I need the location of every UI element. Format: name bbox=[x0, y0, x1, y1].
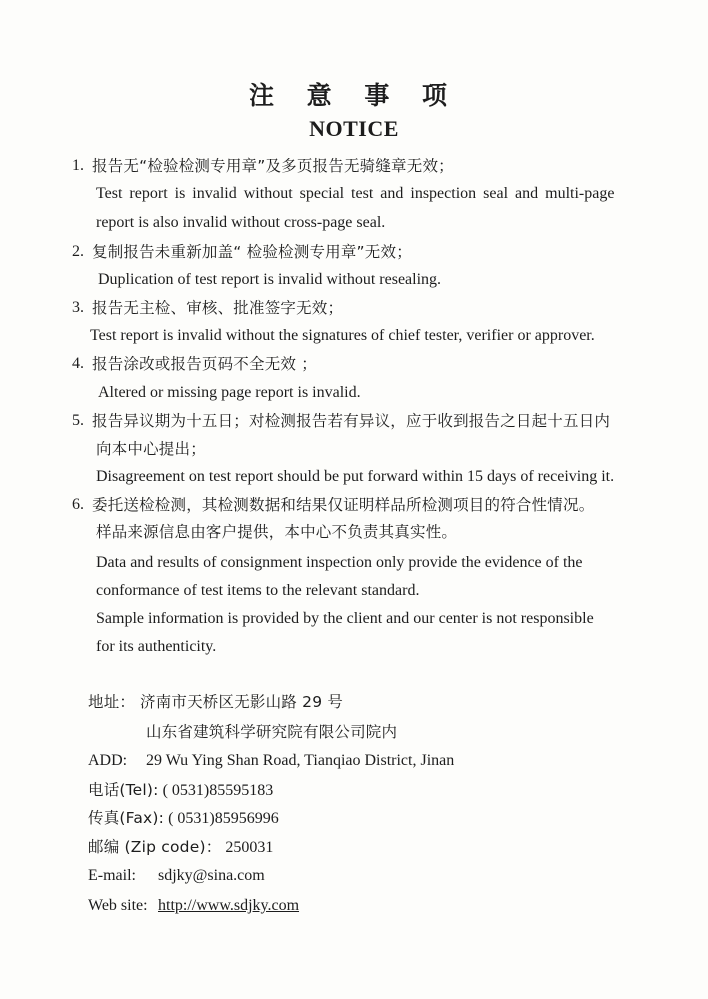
item-number: 5. bbox=[72, 412, 84, 429]
web-label: Web site: bbox=[88, 897, 148, 914]
zip-value: 250031 bbox=[225, 839, 274, 856]
item-3-cn-line: 报告无主检、审核、批准签字无效； bbox=[92, 299, 344, 317]
item-6-cn-line: 委托送检检测，其检测数据和结果仅证明样品所检测项目的符合性情况。 bbox=[92, 496, 595, 514]
item-6-en-line: conformance of test items to the relevant standard. bbox=[96, 582, 420, 599]
title-chinese: 注 意 事 项 bbox=[248, 81, 460, 110]
fax-row bbox=[88, 808, 279, 829]
add-value: 29 Wu Ying Shan Road, Tianqiao District, Jinan bbox=[146, 752, 455, 769]
title-english: NOTICE bbox=[309, 116, 399, 141]
item-1-en-line: Test report is invalid without special test and inspection seal and multi-page bbox=[96, 185, 615, 202]
tel-label: 电话(Tel): bbox=[88, 781, 159, 799]
fax-label: 传真(Fax): bbox=[88, 809, 165, 827]
item-1-cn-line: 报告无“检验检测专用章”及多页报告无骑缝章无效； bbox=[92, 157, 454, 175]
zip-label: 邮编 (Zip code)： bbox=[88, 838, 222, 856]
item-2-cn-line: 复制报告未重新加盖“ 检验检测专用章”无效； bbox=[92, 243, 412, 261]
item-1-en-line: report is also invalid without cross-page seal. bbox=[96, 214, 386, 231]
item-5-en-line: Disagreement on test report should be put forward within 15 days of receiving it. bbox=[96, 468, 615, 485]
item-5-cn-line: 向本中心提出； bbox=[96, 440, 206, 458]
item-number: 3. bbox=[72, 299, 84, 316]
address-label: 地址： bbox=[88, 693, 136, 711]
item-4-en-line: Altered or missing page report is invalid. bbox=[98, 384, 361, 401]
item-number: 4. bbox=[72, 355, 84, 372]
email-value[interactable]: sdjky@sina.com bbox=[158, 867, 265, 884]
item-number: 1. bbox=[72, 157, 84, 174]
tel-row bbox=[88, 780, 273, 801]
address-line-1: 济南市天桥区无影山路 29 号 bbox=[140, 693, 344, 711]
zip-row bbox=[88, 837, 273, 858]
item-5-cn-line: 报告异议期为十五日；对检测报告若有异议，应于收到报告之日起十五日内 bbox=[92, 412, 611, 430]
tel-value: ( 0531)85595183 bbox=[162, 782, 274, 799]
item-number: 2. bbox=[72, 243, 84, 260]
item-6-en-line: Data and results of consignment inspection only provide the evidence of the bbox=[96, 554, 583, 571]
item-6-en-line: for its authenticity. bbox=[96, 638, 217, 655]
item-6-en-line: Sample information is provided by the client and our center is not responsible bbox=[96, 610, 594, 627]
item-number: 6. bbox=[72, 496, 84, 513]
item-2-en-line: Duplication of test report is invalid without resealing. bbox=[98, 271, 442, 288]
website-link[interactable]: http://www.sdjky.com bbox=[158, 897, 300, 914]
fax-value: ( 0531)85956996 bbox=[168, 810, 279, 827]
email-label: E-mail: bbox=[88, 867, 136, 884]
add-label: ADD: bbox=[88, 752, 128, 769]
item-6-cn-line: 样品来源信息由客户提供，本中心不负责其真实性。 bbox=[96, 523, 458, 541]
address-line-2: 山东省建筑科学研究院有限公司院内 bbox=[146, 723, 398, 741]
item-4-cn-line: 报告涂改或报告页码不全无效 ； bbox=[92, 355, 317, 373]
item-3-en-line: Test report is invalid without the signatures of chief tester, verifier or approver. bbox=[90, 327, 595, 344]
